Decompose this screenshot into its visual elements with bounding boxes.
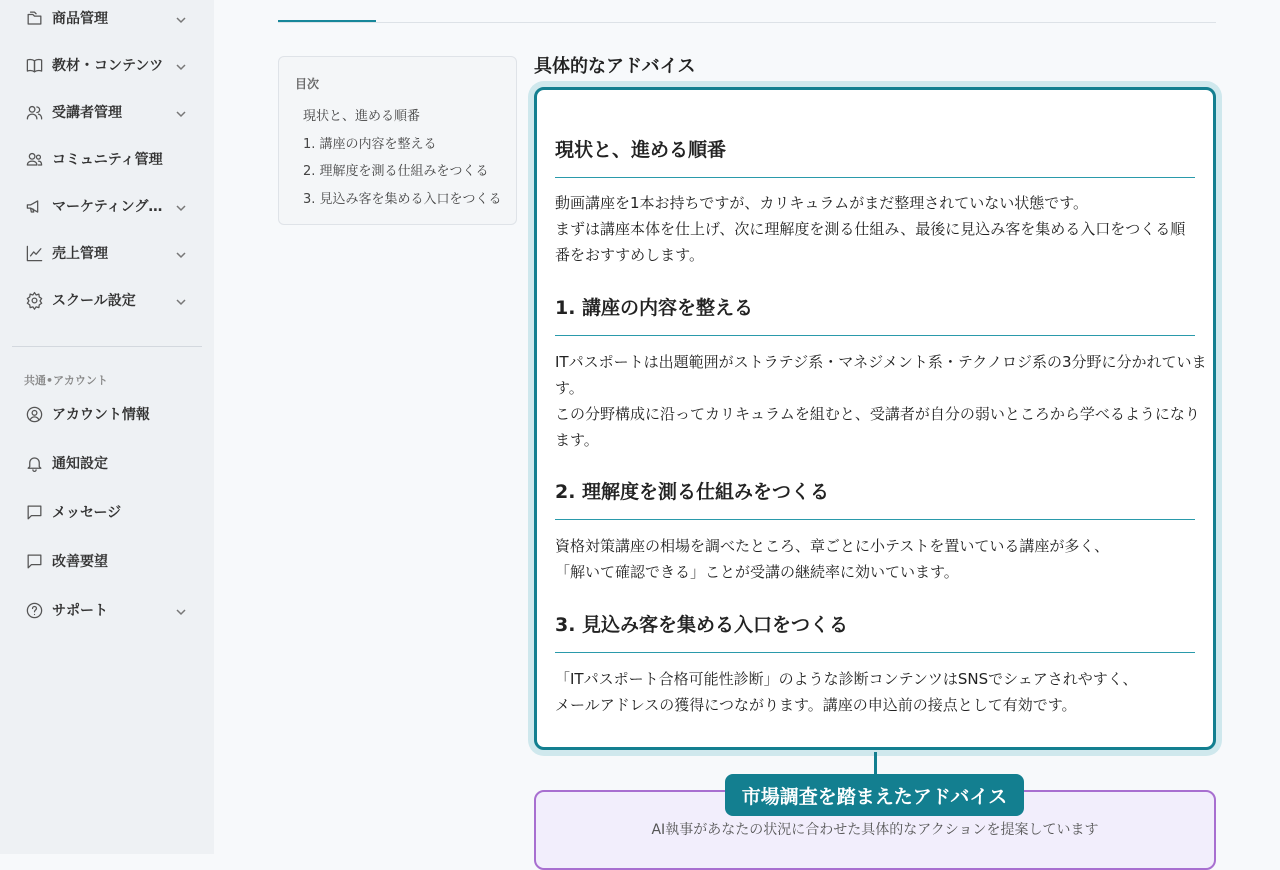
advice-heading: 具体的なアドバイス [534, 56, 696, 77]
toc-item[interactable]: 1. 講座の内容を整える [303, 137, 437, 152]
bell-icon [24, 453, 44, 473]
chevron-down-icon [175, 58, 187, 70]
chevron-down-icon [175, 293, 187, 305]
chevron-down-icon [175, 199, 187, 211]
body-line: す。 [555, 379, 584, 397]
chevron-down-icon [175, 105, 187, 117]
sidebar-item-account[interactable] [0, 394, 214, 434]
sidebar-item-label: メッセージ [52, 505, 122, 521]
sidebar-item-feedback[interactable] [0, 541, 214, 581]
sidebar-item-students[interactable] [0, 92, 214, 132]
card-connector [874, 752, 877, 776]
sidebar-item-label: マーケティング… [52, 199, 163, 215]
sidebar-item-label: 通知設定 [52, 456, 108, 472]
section-body [555, 349, 1207, 453]
section-divider [555, 652, 1195, 653]
sidebar-item-label: スクール設定 [52, 293, 136, 309]
body-line: 資格対策講座の相場を調べたところ、章ごとに小テストを置いている講座が多く、 [555, 537, 1110, 555]
section-title: 3. 見込み客を集める入口をつくる [555, 614, 849, 636]
book-icon [24, 55, 44, 75]
section-divider [555, 519, 1195, 520]
section-title: 1. 講座の内容を整える [555, 297, 754, 319]
sidebar-item-materials[interactable] [0, 45, 214, 85]
folders-icon [24, 8, 44, 28]
body-line: まずは講座本体を仕上げ、次に理解度を測る仕組み、最後に見込み客を集める入口をつくる順 [555, 220, 1186, 238]
body-line: 番をおすすめします。 [555, 246, 704, 264]
body-line: ます。 [555, 431, 599, 449]
user-circle-icon [24, 404, 44, 424]
sidebar-item-marketing[interactable] [0, 186, 214, 226]
body-line: 「解いて確認できる」ことが受講の継続率に効いています。 [555, 563, 959, 581]
sidebar-item-community[interactable] [0, 139, 214, 179]
sidebar [0, 0, 214, 854]
sidebar-item-notifications[interactable] [0, 443, 214, 483]
section-title: 現状と、進める順番 [555, 139, 727, 161]
sidebar-item-label: 教材・コンテンツ [52, 58, 164, 74]
sidebar-item-label: アカウント情報 [52, 407, 150, 423]
gear-icon [24, 290, 44, 310]
body-line: 動画講座を1本お持ちですが、カリキュラムがまだ整理されていない状態です。 [555, 194, 1089, 212]
section-divider [555, 177, 1195, 178]
sidebar-item-support[interactable] [0, 590, 214, 630]
sidebar-divider [12, 346, 202, 347]
sidebar-item-sales[interactable] [0, 233, 214, 273]
chevron-down-icon [175, 603, 187, 615]
sidebar-item-label: コミュニティ管理 [52, 152, 163, 168]
market-advice-subtitle: AI執事があなたの状況に合わせた具体的なアクションを提案しています [651, 822, 1099, 838]
toc-item[interactable]: 2. 理解度を測る仕組みをつくる [303, 164, 489, 179]
market-advice-badge: 市場調査を踏まえたアドバイス [725, 774, 1024, 816]
body-line: この分野構成に沿ってカリキュラムを組むと、受講者が自分の弱いところから学べるようになり [555, 405, 1200, 423]
chart-line-icon [24, 243, 44, 263]
toc-title: 目次 [295, 77, 320, 91]
sidebar-item-messages[interactable] [0, 492, 214, 532]
toc-item[interactable]: 現状と、進める順番 [303, 109, 421, 124]
users-icon [24, 102, 44, 122]
sidebar-item-products[interactable] [0, 0, 214, 38]
sidebar-section-label: 共通•アカウント [24, 374, 108, 387]
section-title: 2. 理解度を測る仕組みをつくる [555, 481, 830, 503]
sidebar-item-school-settings[interactable] [0, 280, 214, 320]
advice-card [534, 87, 1216, 750]
section-body [555, 190, 1195, 268]
section-divider [555, 335, 1195, 336]
body-line: メールアドレスの獲得につながります。講座の申込前の接点として有効です。 [555, 696, 1077, 714]
message-icon [24, 502, 44, 522]
sidebar-item-label: サポート [52, 603, 108, 619]
megaphone-icon [24, 196, 44, 216]
toc-item[interactable]: 3. 見込み客を集める入口をつくる [303, 192, 502, 207]
help-circle-icon [24, 600, 44, 620]
body-line: 「ITパスポート合格可能性診断」のような診断コンテンツはSNSでシェアされやすく、 [555, 670, 1138, 688]
sidebar-item-label: 商品管理 [52, 11, 108, 27]
chevron-down-icon [175, 11, 187, 23]
section-body [555, 533, 1195, 585]
sidebar-item-label: 売上管理 [52, 246, 108, 262]
section-body [555, 666, 1195, 718]
community-icon [24, 149, 44, 169]
message-icon [24, 551, 44, 571]
chevron-down-icon [175, 246, 187, 258]
table-of-contents [278, 56, 517, 225]
body-line: ITパスポートは出題範囲がストラテジ系・マネジメント系・テクノロジ系の3分野に分かれていま [555, 353, 1207, 371]
sidebar-item-label: 受講者管理 [52, 105, 122, 121]
sidebar-item-label: 改善要望 [52, 554, 108, 570]
tabs-divider [278, 22, 1216, 23]
